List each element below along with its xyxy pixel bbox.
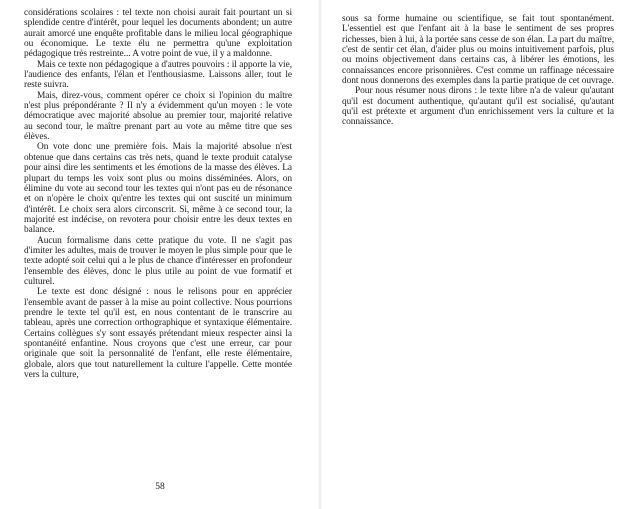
right-page-text [342,14,614,128]
paragraph: sous sa forme humaine ou scientifique, se fait tout spontanément. L'essentiel est que l'enfant ait à la base le sentiment de ses propres richesses, bien à lui, à la portée sans cesse de son élan. La part du maître, c'est de sentir cet élan, d'aider plus ou moins intuitivement parfois, plus ou moins objectivement dans certains cas, à libérer les émotions, les connaissances encore prisonnières. C'est comme un raffinage nécessaire dont nous donnerons des exemples dans la partie pratique de cet ouvrage. [342,14,614,87]
paragraph: Aucun formalisme dans cette pratique du vote. Il ne s'agit pas d'imiter les adultes, mais de trouver le moyen le plus simple pour que le texte adopté soit celui qui a le plus de chance d'intéresser en profondeur l'ensemble des élèves, donc le plus utile au point de vue formatif et culturel. [24,235,292,287]
paragraph: Le texte est donc désigné : nous le relisons pour en apprécier l'ensemble avant de passer à la mise au point collective. Nous pourrions prendre le texte tel qu'il est, en nous contentant de le transcrire au tableau, après une correction orthographique et syntaxique élémentaire. Certains collègues s'y sont essayés prétendant mieux respecter ainsi la spontanéité enfantine. Nous croyons que c'est une erreur, car pour originale que soit la personnalité de l'enfant, elle reste élémentaire, globale, alors que tout naturellement la culture l'appelle. Cette montée vers la culture, [24,287,292,381]
left-page-text [24,8,292,380]
paragraph: Mais, direz-vous, comment opérer ce choix si l'opinion du maître n'est plus prépondérante ? Il n'y a évidemment qu'un moyen : le vote démocratique avec majorité absolue au premier tour, majorité relative au second tour, le maître prenant part au vote au même titre que ses élèves. [24,90,292,143]
paragraph: On vote donc une première fois. Mais la majorité absolue n'est obtenue que dans certains cas très nets, quand le texte produit catalyse pour ainsi dire les sentiments et les émotions de la masse des élèves. La plupart du temps les voix sont plus ou moins disséminées. Alors, on élimine du vote au second tour les textes qui n'ont pas eu de résonance et on n'opère le choix qu'entre les textes qui ont suscité un minimum d'intérêt. Le choix sera alors circonscrit. Si, même à ce second tour, la majorité est indécise, on revotera pour choisir entre les deux textes en balance. [24,142,292,236]
paragraph: considérations scolaires : tel texte non choisi aurait fait pourtant un si splendide centre d'intérêt, pour lequel les documents abondent; un autre aurait amorcé une enquête profitable dans le milieu local géographique ou économique. Le texte élu ne permettra qu'une exploitation pédagogique très restreinte... A votre point de vue, il y a maldonne. [24,8,292,60]
page-number: 58 [155,482,165,492]
paragraph: Mais ce texte non pédagogique a d'autres pouvoirs : il apporte la vie, l'audience des enfants, l'élan et l'enthousiasme. Laissons aller, tout le reste suivra. [24,59,292,91]
paragraph: Pour nous résumer nous dirons : le texte libre n'a de valeur qu'autant qu'il est document authentique, qu'autant qu'il est socialisé, qu'autant qu'il est prétexte et argument d'un enrichissement vers la culture et la connaissance. [342,86,614,128]
right-page [320,0,640,509]
